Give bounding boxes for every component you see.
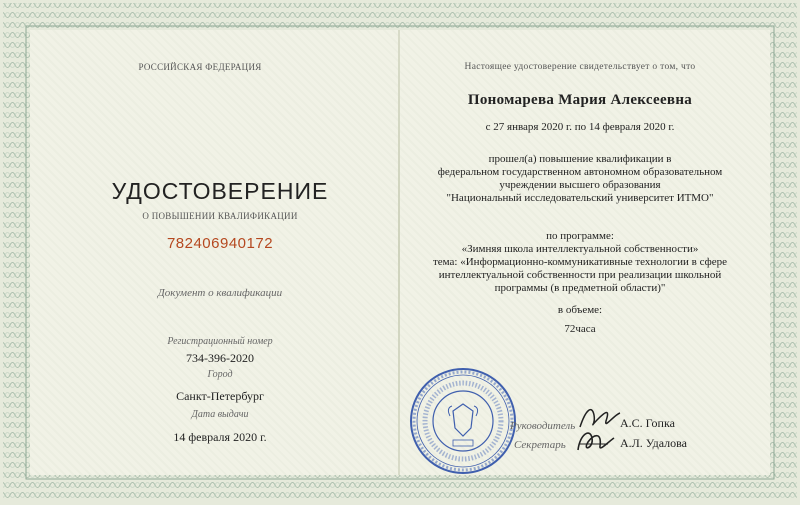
- hours: 72часа: [564, 323, 596, 335]
- body-line-4: "Национальный исследовательский университет ИТМО": [446, 192, 714, 204]
- country-label: РОССИЙСКАЯ ФЕДЕРАЦИЯ: [138, 62, 262, 72]
- document-type: Документ о квалификации: [157, 287, 283, 299]
- official-seal: [398, 366, 528, 476]
- recipient-name: Пономарева Мария Алексеевна: [467, 92, 693, 108]
- body-line-1: прошел(а) повышение квалификации в: [488, 153, 672, 165]
- city-label: Город: [207, 369, 233, 380]
- secretary-name: А.Л. Удалова: [620, 436, 687, 450]
- program-line-3: тема: «Информационно-коммуникативные технологии в сфере: [432, 256, 728, 268]
- volume-label: в объеме:: [557, 304, 603, 316]
- program-line-2: «Зимняя школа интеллектуальной собственности»: [461, 243, 699, 255]
- intro-text: Настоящее удостоверение свидетельствует о том, что: [464, 62, 696, 72]
- certificate-number: 782406940172: [166, 235, 274, 252]
- reg-number: 734-396-2020: [186, 351, 254, 365]
- issue-date: 14 февраля 2020 г.: [173, 430, 267, 444]
- head-label: Руководитель: [510, 420, 576, 432]
- city: Санкт-Петербург: [176, 389, 264, 403]
- study-period: с 27 января 2020 г. по 14 февраля 2020 г.: [485, 121, 675, 133]
- document-title: УДОСТОВЕРЕНИЕ: [111, 178, 329, 204]
- reg-number-label: Регистрационный номер: [167, 336, 273, 347]
- head-name: А.С. Гопка: [620, 416, 675, 430]
- issue-date-label: Дата выдачи: [191, 409, 249, 420]
- body-line-2: федеральном государственном автономном образовательном: [437, 166, 723, 178]
- program-line-4: интеллектуальной собственности при реализации школьной: [438, 269, 722, 281]
- secretary-signature: [572, 424, 618, 456]
- document-subtitle: О ПОВЫШЕНИИ КВАЛИФИКАЦИИ: [142, 211, 298, 221]
- program-line-5: программы (в предметной области)": [494, 282, 666, 294]
- program-line-1: по программе:: [546, 230, 614, 242]
- body-line-3: учреждении высшего образования: [499, 179, 661, 191]
- secretary-label: Секретарь: [514, 439, 566, 451]
